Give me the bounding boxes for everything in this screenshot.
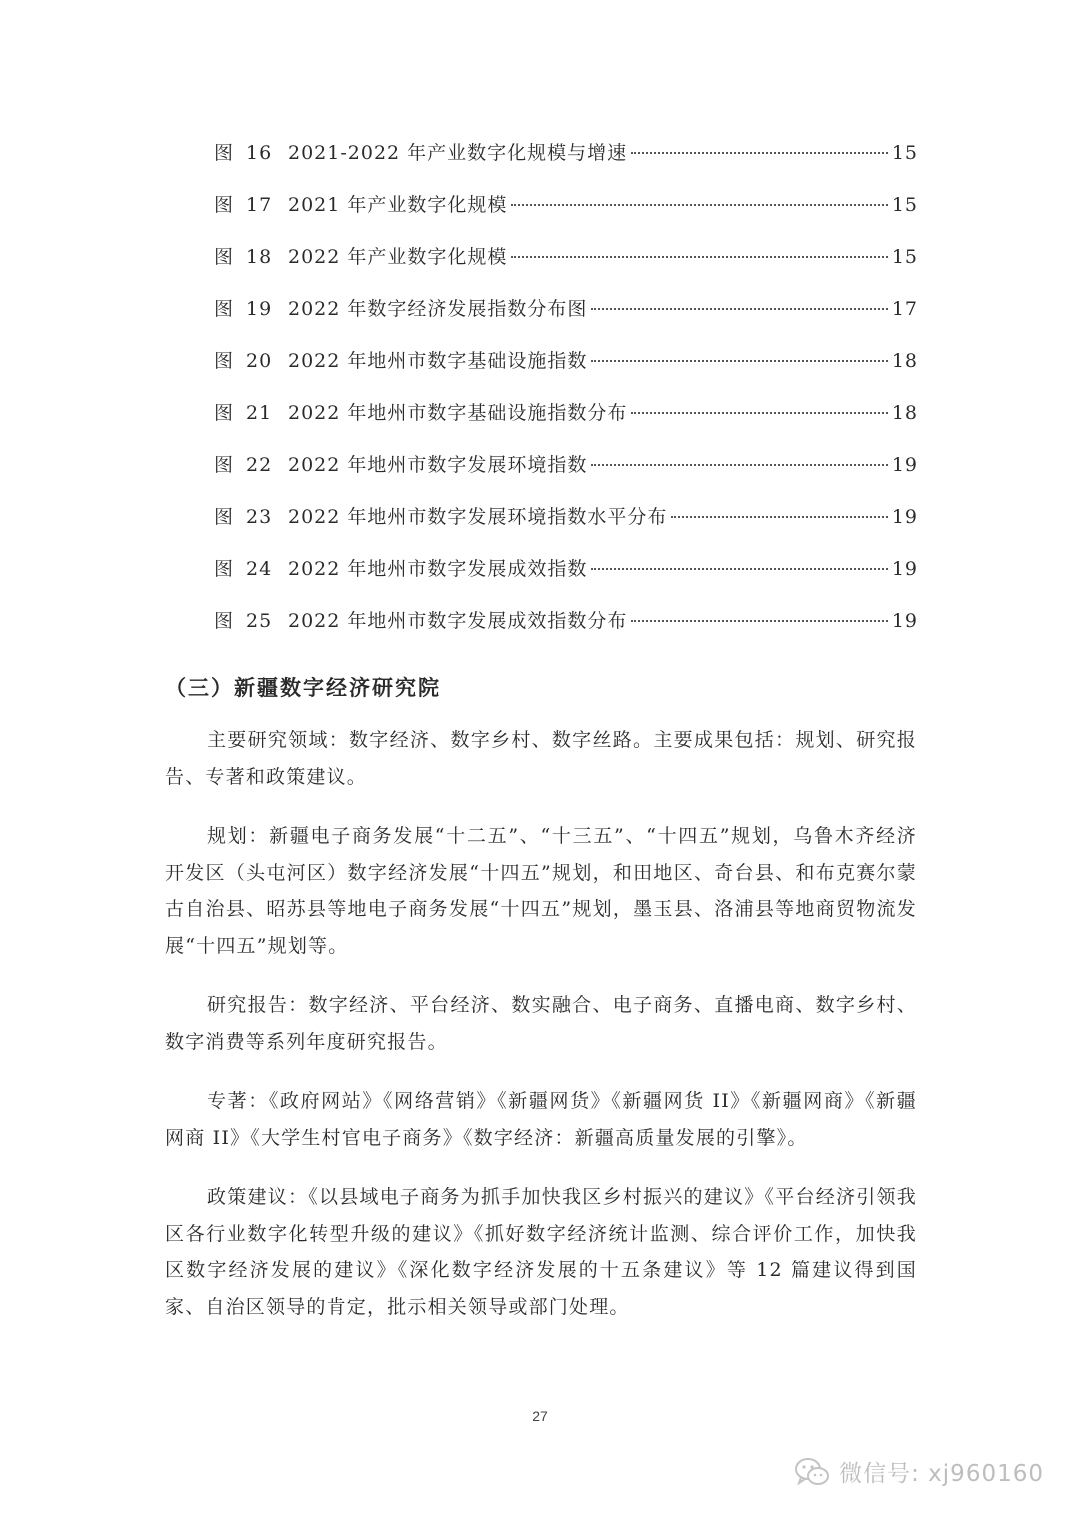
leader-dots (631, 412, 887, 414)
section-body (165, 722, 917, 1348)
figure-label-text: 图 (214, 298, 235, 320)
body-paragraph: 专著：《政府网站》《网络营销》《新疆网货》《新疆网货 II》《新疆网商》《新疆网商 II》《大学生村官电子商务》《数字经济：新疆高质量发展的引擎》。 (165, 1090, 917, 1149)
figure-number: 23 (246, 506, 273, 528)
figure-page-number: 15 (891, 246, 918, 268)
figure-number: 21 (246, 402, 273, 424)
leader-dots (511, 256, 887, 258)
figure-number: 22 (246, 454, 273, 476)
figure-list-entry (214, 606, 918, 658)
figure-label-text: 图 (214, 194, 235, 216)
figure-list-entry (214, 294, 918, 346)
figure-label (214, 606, 288, 633)
figure-label-text: 图 (214, 454, 235, 476)
watermark-text: 微信号: xj960160 (839, 1461, 1044, 1487)
figure-title: 2022 年产业数字化规模 (288, 246, 508, 268)
figure-list-entry (214, 346, 918, 398)
figure-page-number: 15 (891, 194, 918, 216)
figure-title: 2022 年地州市数字发展环境指数 (288, 454, 588, 476)
figure-label (214, 450, 288, 477)
figure-label-text: 图 (214, 246, 235, 268)
figure-number: 24 (246, 558, 273, 580)
body-paragraph: 主要研究领域：数字经济、数字乡村、数字丝路。主要成果包括：规划、研究报告、专著和政策建议。 (165, 729, 917, 788)
body-paragraph: 政策建议：《以县域电子商务为抓手加快我区乡村振兴的建议》《平台经济引领我区各行业数字化转型升级的建议》《抓好数字经济统计监测、综合评价工作，加快我区数字经济发展的建议》《深化数字经济发展的十五条建议》等 12 篇建议得到国家、自治区领导的肯定，批示相关领导或部门处理。 (165, 1186, 917, 1318)
figure-label (214, 554, 288, 581)
page-number: 27 (532, 1408, 548, 1424)
leader-dots (591, 568, 887, 570)
figure-title: 2022 年数字经济发展指数分布图 (288, 298, 588, 320)
figure-label-text: 图 (214, 402, 235, 424)
figure-label (214, 138, 288, 165)
figure-label (214, 294, 288, 321)
figure-page-number: 18 (891, 402, 918, 424)
figure-label (214, 242, 288, 269)
figure-title: 2021 年产业数字化规模 (288, 194, 508, 216)
figure-title: 2022 年地州市数字发展环境指数水平分布 (288, 506, 668, 528)
figure-title: 2022 年地州市数字基础设施指数 (288, 350, 588, 372)
figure-list-entry (214, 242, 918, 294)
figure-list-entry (214, 502, 918, 554)
body-paragraph: 规划：新疆电子商务发展“十二五”、“十三五”、“十四五”规划，乌鲁木齐经济开发区（头屯河区）数字经济发展“十四五”规划，和田地区、奇台县、和布克赛尔蒙古自治县、昭苏县等地电子商务发展“十四五”规划，墨玉县、洛浦县等地商贸物流发展“十四五”规划等。 (165, 825, 917, 957)
figure-number: 19 (246, 298, 273, 320)
leader-dots (671, 516, 887, 518)
watermark (793, 1455, 1044, 1488)
figure-page-number: 17 (891, 298, 918, 320)
figure-list (214, 138, 918, 658)
figure-number: 18 (246, 246, 273, 268)
figure-page-number: 19 (891, 558, 918, 580)
figure-list-entry (214, 450, 918, 502)
body-paragraph: 研究报告：数字经济、平台经济、数实融合、电子商务、直播电商、数字乡村、数字消费等系列年度研究报告。 (165, 994, 917, 1053)
leader-dots (631, 152, 888, 154)
figure-label-text: 图 (214, 350, 235, 372)
leader-dots (591, 360, 887, 362)
figure-title: 2021-2022 年产业数字化规模与增速 (288, 142, 628, 164)
figure-page-number: 19 (891, 610, 918, 632)
figure-title: 2022 年地州市数字基础设施指数分布 (288, 402, 628, 424)
figure-label (214, 346, 288, 373)
figure-label (214, 398, 288, 425)
figure-label-text: 图 (214, 558, 235, 580)
leader-dots (631, 620, 887, 622)
leader-dots (591, 308, 887, 310)
wechat-icon (793, 1456, 831, 1488)
figure-number: 16 (246, 142, 273, 164)
figure-number: 17 (246, 194, 273, 216)
figure-label-text: 图 (214, 142, 235, 164)
figure-label (214, 502, 288, 529)
leader-dots (591, 464, 887, 466)
figure-title: 2022 年地州市数字发展成效指数分布 (288, 610, 628, 632)
figure-page-number: 19 (891, 454, 918, 476)
figure-list-entry (214, 398, 918, 450)
figure-list-entry (214, 554, 918, 606)
figure-page-number: 19 (891, 506, 918, 528)
figure-label (214, 190, 288, 217)
leader-dots (511, 204, 887, 206)
figure-label-text: 图 (214, 610, 235, 632)
figure-title: 2022 年地州市数字发展成效指数 (288, 558, 588, 580)
figure-page-number: 18 (891, 350, 918, 372)
figure-number: 25 (246, 610, 273, 632)
section-heading: （三）新疆数字经济研究院 (165, 676, 441, 700)
figure-list-entry (214, 190, 918, 242)
figure-label-text: 图 (214, 506, 235, 528)
figure-page-number: 15 (891, 142, 918, 164)
figure-number: 20 (246, 350, 273, 372)
figure-list-entry (214, 138, 918, 190)
